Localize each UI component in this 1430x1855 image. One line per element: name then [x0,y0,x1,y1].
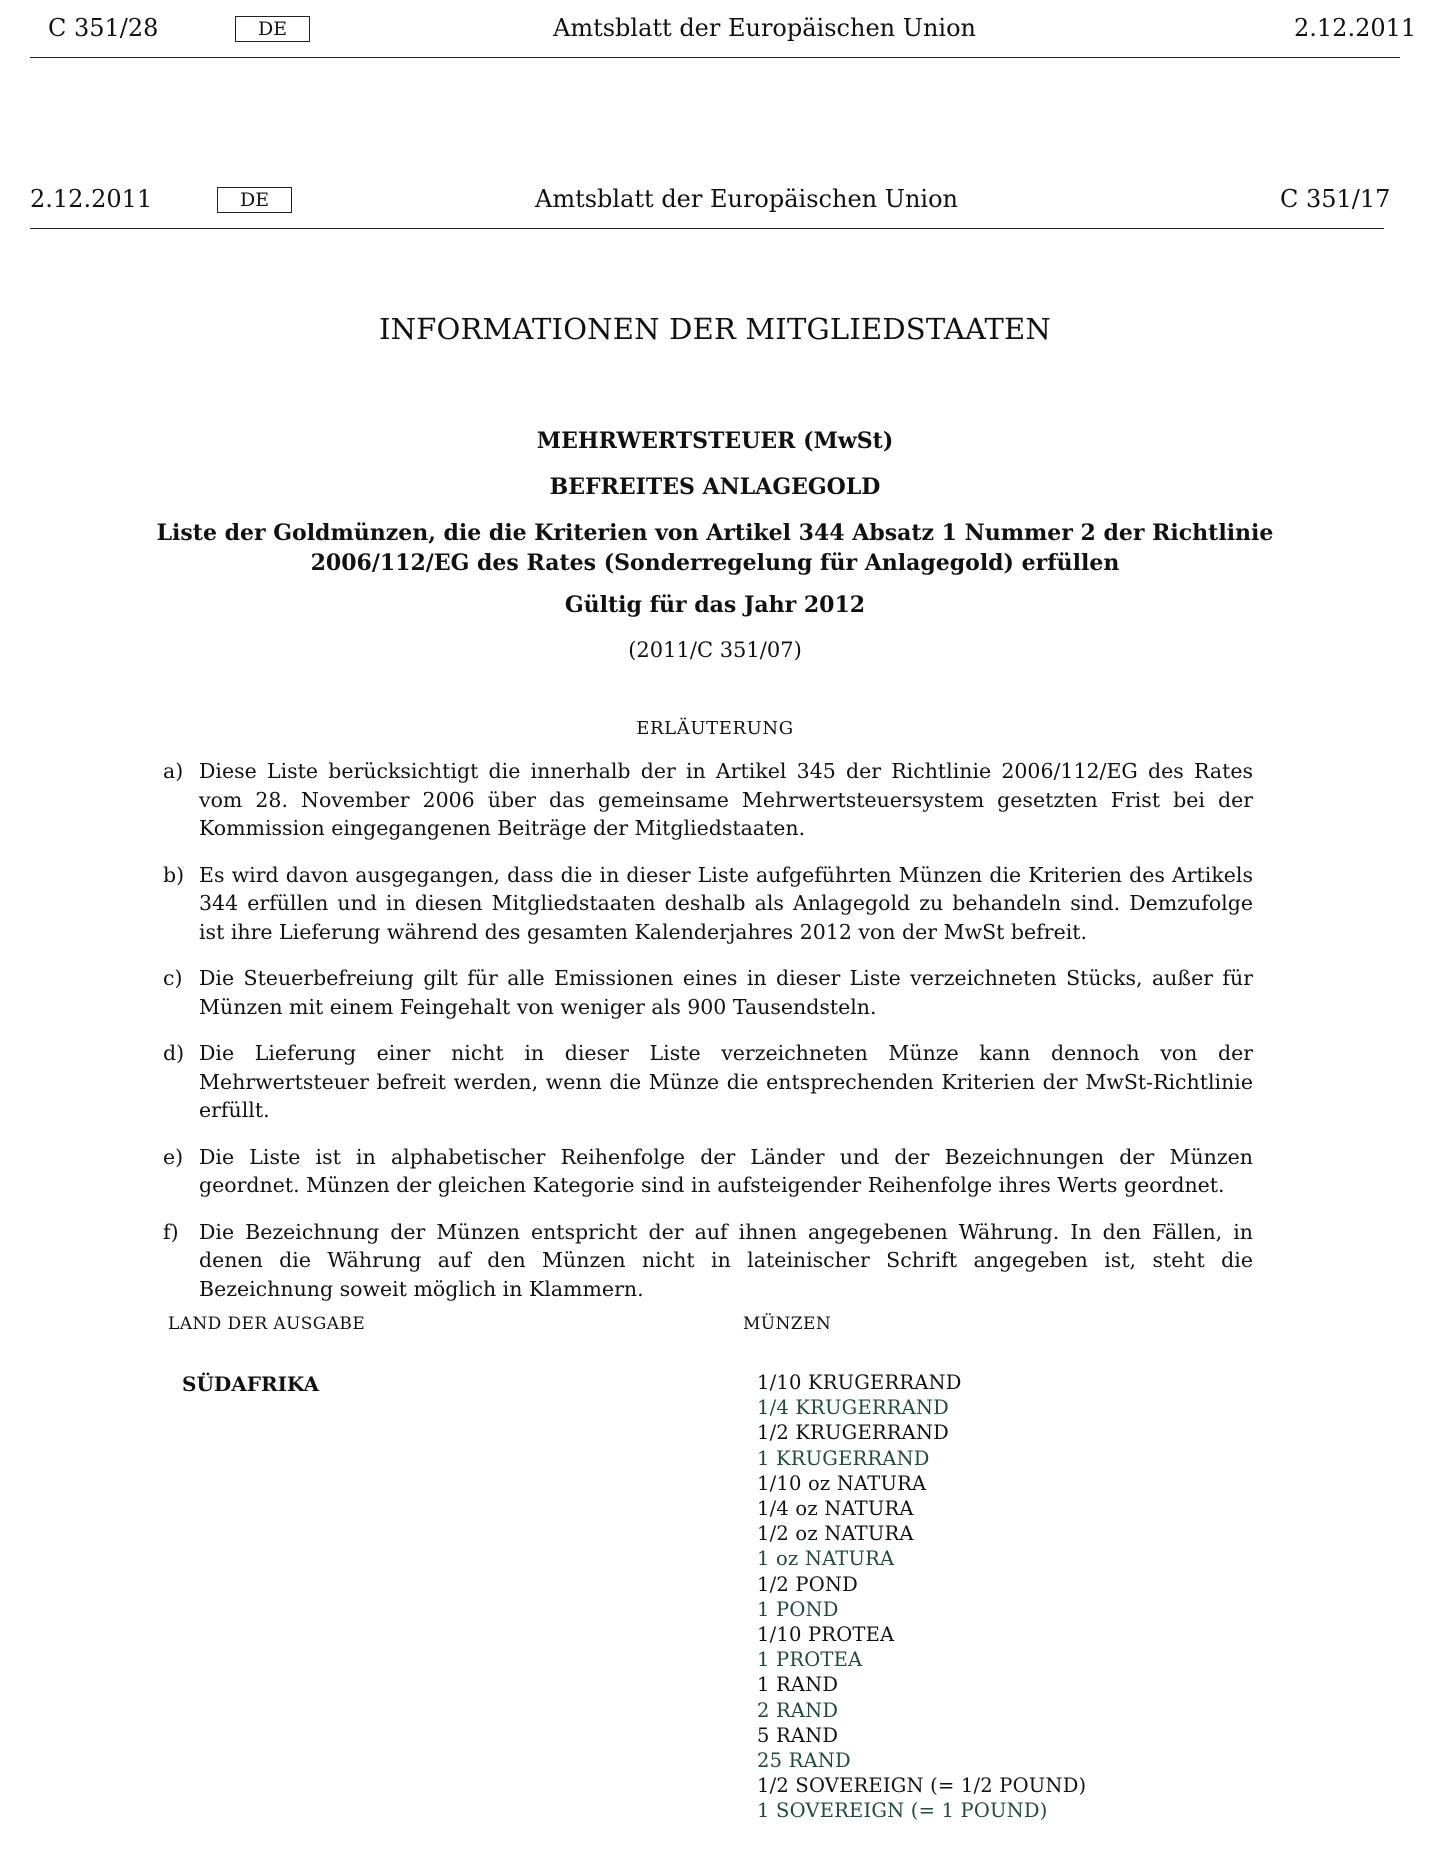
explanation-list [163,757,1253,1321]
previous-header-rule [30,57,1400,58]
coin-item: 25 RAND [757,1749,851,1773]
journal-title: Amtsblatt der Europäischen Union [535,185,958,213]
language-box: DE [217,187,292,213]
item-text: Die Steuerbefreiung gilt für alle Emissionen eines in dieser Liste verzeichneten Stücks, außer für Münzen mit einem Feingehalt von weniger als 900 Tausendsteln. [199,966,1253,1019]
heading-coin-list-line1: Liste der Goldmünzen, die die Kriterien von Artikel 344 Absatz 1 Nummer 2 der Richtlinie [156,520,1274,546]
previous-language-box: DE [235,16,310,42]
header-date: 2.12.2011 [30,185,153,213]
item-text: Die Lieferung einer nicht in dieser Liste verzeichneten Münze kann dennoch von der Mehrwertsteuer befreit werden, wenn die Münze die entsprechenden Kriterien der MwSt-Richtlinie erfüllt. [199,1041,1253,1122]
heading-validity: Gültig für das Jahr 2012 [564,592,866,618]
heading-coin-list [0,518,1430,578]
coin-item: 1/4 oz NATURA [757,1497,914,1521]
coin-item: 1 SOVEREIGN (= 1 POUND) [757,1799,1048,1823]
heading-vat: MEHRWERTSTEUER (MwSt) [536,428,894,454]
coin-item: 1/10 KRUGERRAND [757,1371,962,1394]
list-item [163,1143,1253,1200]
item-label: e) [163,1144,184,1169]
item-text: Es wird davon ausgegangen, dass die in dieser Liste aufgeführten Münzen die Kriterien des Artikels 344 erfüllen und in diesen Mitgliedstaaten deshalb als Anlagegold zu behandeln sind. Demzufolge ist ihre Lieferung während des gesamten Kalenderjahres 2012 von der MwSt befreit. [199,862,1253,944]
previous-page-header [0,14,1430,54]
column-header-country: LAND DER AUSGABE [168,1314,366,1334]
list-item [163,861,1253,947]
coin-item: 1/10 PROTEA [757,1623,895,1647]
coin-item: 1 RAND [757,1673,839,1697]
coin-item: 1/2 oz NATURA [757,1522,914,1546]
coin-item: 1 POND [757,1597,839,1621]
item-label: f) [163,1219,179,1244]
coin-item: 2 RAND [757,1698,839,1722]
coin-item: 5 RAND [757,1723,839,1747]
list-item [163,1039,1253,1125]
column-header-coins: MÜNZEN [743,1314,832,1334]
page-header [0,185,1430,225]
coin-item: 1/2 SOVEREIGN (= 1/2 POUND) [757,1774,1087,1798]
country-name: SÜDAFRIKA [182,1372,320,1396]
coin-item: 1/4 KRUGERRAND [757,1396,950,1420]
heading-exempt-gold: BEFREITES ANLAGEGOLD [549,474,881,500]
coin-item: 1/2 POND [757,1572,858,1596]
heading-coin-list-line2: 2006/112/EG des Rates (Sonderregelung für Anlagegold) erfüllen [310,550,1120,576]
item-label: a) [163,759,184,783]
header-rule [30,228,1384,229]
item-label: c) [163,966,183,990]
coin-item: 1/10 oz NATURA [757,1471,927,1495]
item-label: b) [163,862,185,887]
explanation-title: ERLÄUTERUNG [636,718,794,739]
previous-page-number: C 351/28 [48,14,159,42]
item-text: Die Liste ist in alphabetischer Reihenfolge der Länder und der Bezeichnungen der Münzen geordnet. Münzen der gleichen Kategorie sind in aufsteigender Reihenfolge ihres Werts geordnet. [199,1144,1253,1197]
item-text: Die Bezeichnung der Münzen entspricht der auf ihnen angegebenen Währung. In den Fällen, in denen die Währung auf den Münzen nicht in lateinischer Schrift angegeben ist, steht die Bezeichnung soweit möglich in Klammern. [199,1219,1253,1301]
list-item [163,757,1253,843]
previous-date: 2.12.2011 [1294,14,1417,42]
item-text: Diese Liste berücksichtigt die innerhalb der in Artikel 345 der Richtlinie 2006/112/EG des Rates vom 28. November 2006 über das gemeinsame Mehrwertsteuersystem gesetzten Frist bei der Kommission eingegangenen Beiträge der Mitgliedstaaten. [199,759,1253,840]
coin-item: 1 KRUGERRAND [757,1446,930,1470]
list-item [163,1218,1253,1304]
coin-item: 1 PROTEA [757,1648,863,1672]
item-label: d) [163,1041,185,1065]
document-reference: (2011/C 351/07) [628,638,802,662]
page-number: C 351/17 [1280,185,1391,213]
coin-item: 1/2 KRUGERRAND [757,1421,950,1445]
coin-list [757,1370,1086,1824]
coin-item: 1 oz NATURA [757,1547,895,1571]
previous-journal-title: Amtsblatt der Europäischen Union [553,14,976,42]
list-item [163,964,1253,1021]
section-title: INFORMATIONEN DER MITGLIEDSTAATEN [379,312,1051,346]
